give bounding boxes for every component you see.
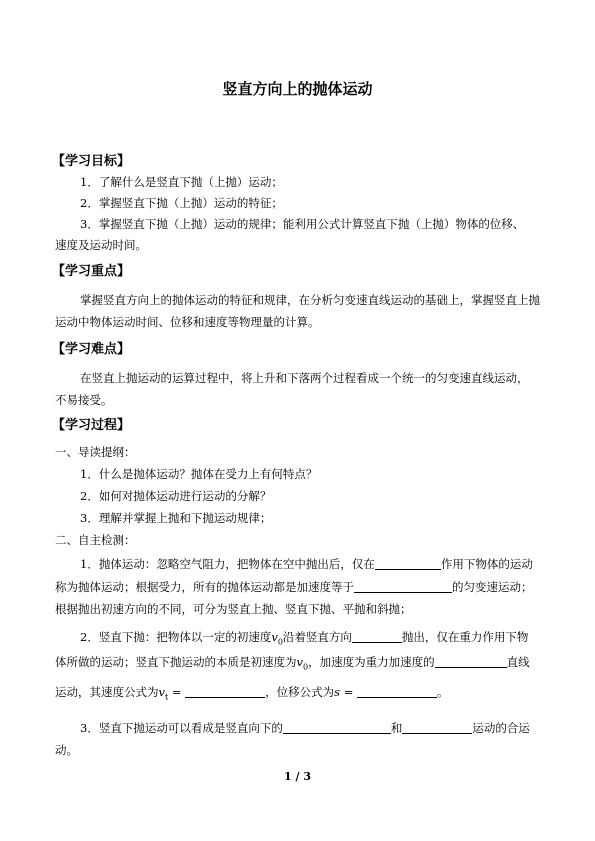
objective-item-3-cont: 速度及运动时间。: [55, 238, 147, 252]
page-title: 竖直方向上的抛体运动: [222, 80, 373, 98]
q2-text-b: 沿着竖直方向: [282, 630, 352, 644]
q2-vt-symbol: v: [158, 685, 165, 699]
part2-title: 二、自主检测：: [55, 533, 136, 547]
heading-key-points: 【学习重点】: [52, 264, 131, 279]
q2-blank-2[interactable]: [435, 654, 507, 668]
q1-text-a: 1．抛体运动：忽略空气阻力，把物体在空中抛出后，仅在: [80, 557, 375, 571]
q2-equals-2: =: [340, 685, 358, 699]
q1-text-b: 作用下物体的运动: [440, 557, 533, 571]
heading-process: 【学习过程】: [52, 418, 131, 433]
q2-text-e: ，加速度为重力加速度的: [308, 655, 435, 669]
q2-text-i: 。: [437, 685, 449, 699]
q2-line-3: [55, 682, 449, 707]
part1-item-3: 3．理解并掌握上抛和下抛运动规律；: [80, 511, 272, 525]
difficulties-line-2: 不易接受。: [55, 393, 113, 407]
q2-text-d: 体所做的运动；竖直下抛运动的本质是初速度为: [55, 655, 297, 669]
q2-line-2: [55, 652, 530, 677]
q2-blank-4[interactable]: [357, 684, 437, 698]
difficulties-line-1: 在竖直上抛运动的运算过程中，将上升和下落两个过程看成一个统一的匀变速直线运动，: [80, 371, 529, 385]
q2-text-c: 抛出，仅在重力作用下物: [401, 630, 529, 644]
q1-line-2: [55, 577, 533, 597]
q3-line-2: 动。: [55, 743, 78, 757]
q2-line-1: [80, 627, 528, 652]
q2-vt-subscript: t: [165, 692, 169, 702]
q3-line-1: [80, 718, 530, 738]
q2-text-g: 运动，其速度公式为: [55, 685, 159, 699]
part1-item-2: 2．如何对抛体运动进行运动的分解？: [80, 489, 272, 503]
q2-text-h: ，位移公式为: [265, 685, 335, 699]
q2-v0-symbol: v: [271, 630, 278, 644]
part1-item-1: 1．什么是抛体运动？抛体在受力上有何特点？: [80, 467, 318, 481]
key-points-line-1: 掌握竖直方向上的抛体运动的特征和规律，在分析匀变速直线运动的基础上，掌握竖直上抛: [80, 293, 540, 307]
q3-text-b: 和: [390, 721, 403, 735]
heading-difficulties: 【学习难点】: [52, 342, 131, 357]
heading-objectives: 【学习目标】: [52, 154, 131, 169]
part1-title: 一、导读提纲：: [55, 445, 136, 459]
q1-blank-2[interactable]: [354, 579, 452, 593]
q1-line-1: [80, 554, 533, 574]
q2-blank-3[interactable]: [185, 684, 265, 698]
objective-item-1: 1．了解什么是竖直下抛（上抛）运动；: [80, 175, 283, 189]
q2-s-symbol: s: [334, 685, 341, 699]
objective-item-3: 3．掌握竖直下抛（上抛）运动的规律；能利用公式计算竖直下抛（上抛）物体的位移、: [80, 217, 525, 231]
q2-text-a: 2．竖直下抛：把物体以一定的初速度: [80, 630, 272, 644]
q1-line-3: 根据抛出初速方向的不同，可分为竖直上抛、竖直下抛、平抛和斜抛；: [55, 602, 412, 616]
q2-v0-subscript: 0: [277, 637, 283, 647]
q3-blank-2[interactable]: [402, 720, 472, 734]
q2-blank-1[interactable]: [352, 629, 402, 643]
q3-text-c: 运动的合运: [472, 721, 530, 735]
q3-text-a: 3．竖直下抛运动可以看成是竖直向下的: [80, 721, 283, 735]
q1-text-c: 称为抛体运动；根据受力，所有的抛体运动都是加速度等于: [55, 580, 354, 594]
objective-item-2: 2．掌握竖直下抛（上抛）运动的特征；: [80, 196, 283, 210]
q3-blank-1[interactable]: [283, 720, 391, 734]
q2-text-f: 直线: [506, 655, 530, 669]
page-number: 1 / 3: [284, 770, 311, 783]
q2-v0-symbol-2: v: [296, 655, 303, 669]
q2-equals-1: =: [168, 685, 186, 699]
q1-blank-1[interactable]: [375, 556, 441, 570]
key-points-line-2: 运动中物体运动时间、位移和速度等物理量的计算。: [55, 315, 320, 329]
q2-v0-subscript-2: 0: [303, 662, 309, 672]
q1-text-d: 的匀变速运动；: [452, 580, 533, 594]
